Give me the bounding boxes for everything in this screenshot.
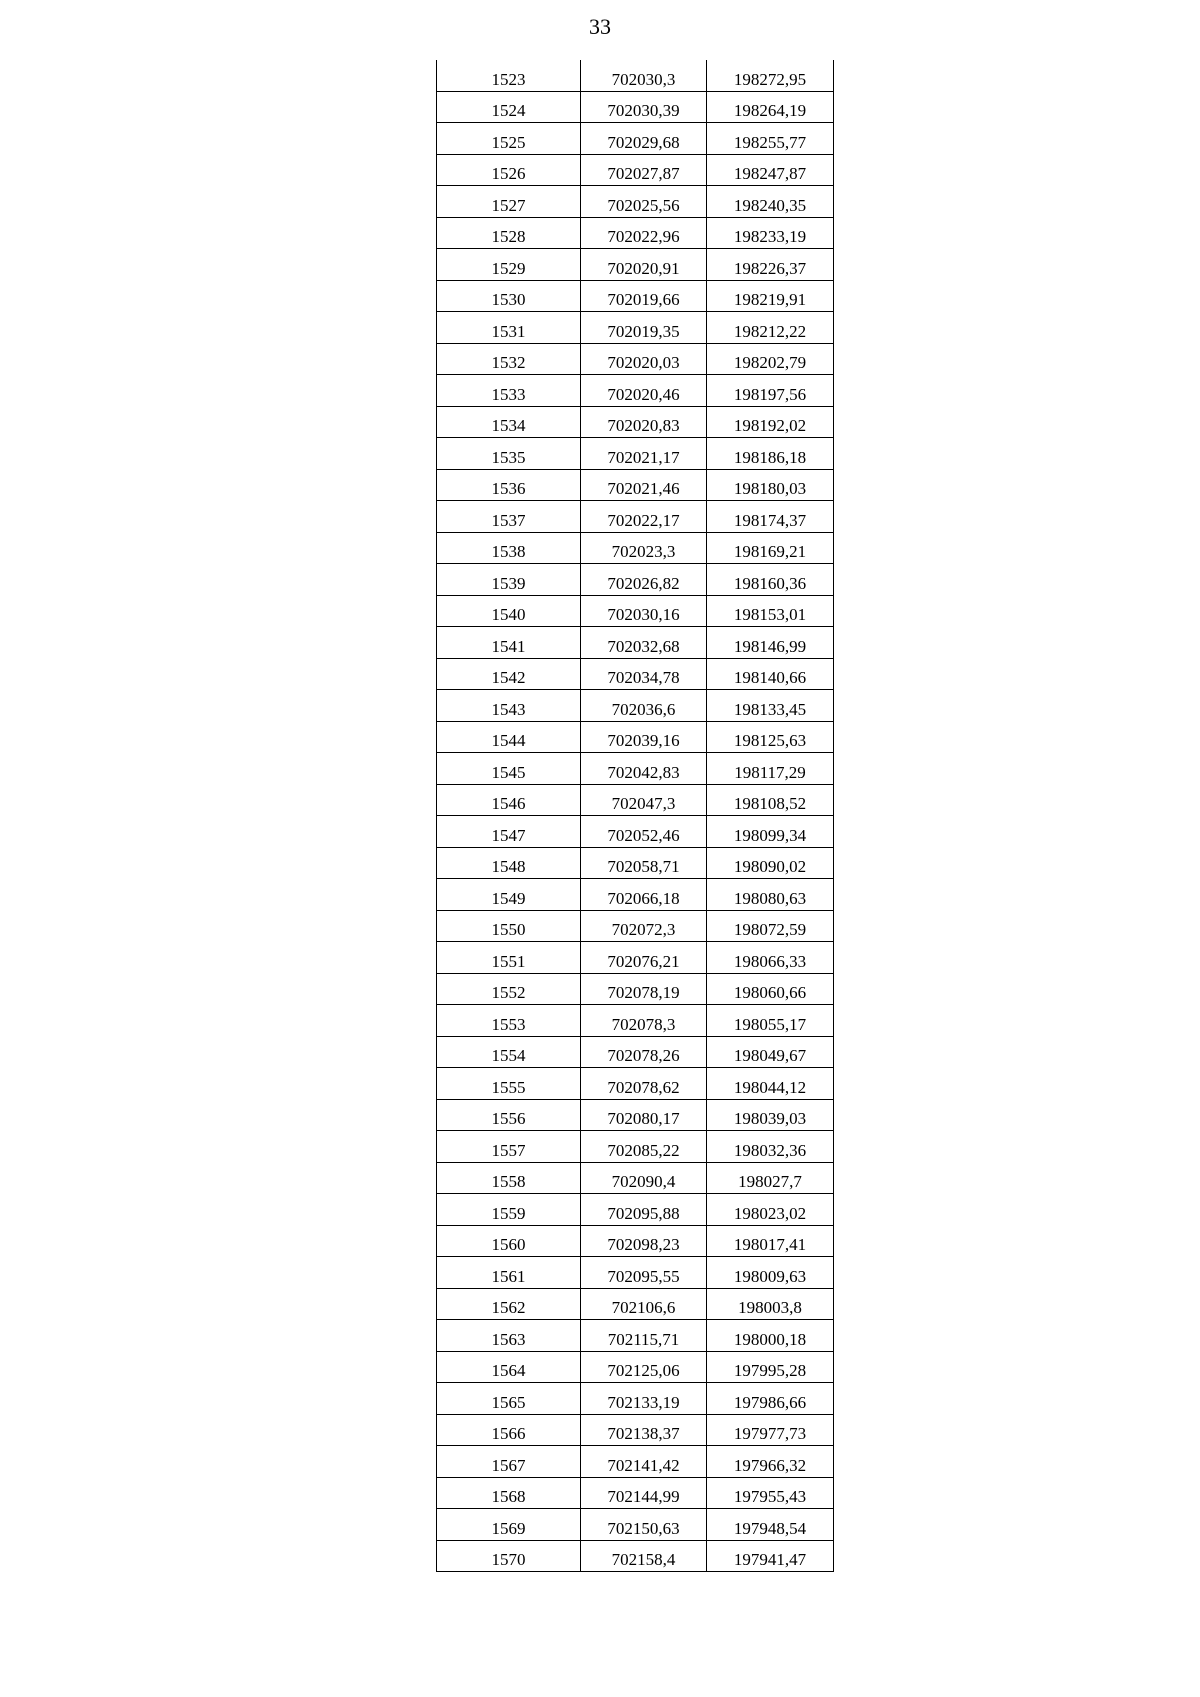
x-coordinate-cell: 702052,46	[581, 816, 707, 848]
table-row	[437, 1351, 834, 1383]
point-number-cell: 1532	[437, 343, 581, 375]
x-coordinate-cell: 702026,82	[581, 564, 707, 596]
y-coordinate-cell: 198272,95	[707, 60, 834, 91]
point-number-cell: 1567	[437, 1446, 581, 1478]
y-coordinate-cell: 198197,56	[707, 375, 834, 407]
point-number-cell: 1546	[437, 784, 581, 816]
point-number-cell: 1549	[437, 879, 581, 911]
y-coordinate-cell: 198264,19	[707, 91, 834, 123]
y-coordinate-cell: 198060,66	[707, 973, 834, 1005]
point-number-cell: 1550	[437, 910, 581, 942]
table-row	[437, 280, 834, 312]
y-coordinate-cell: 198072,59	[707, 910, 834, 942]
x-coordinate-cell: 702076,21	[581, 942, 707, 974]
coordinates-table	[436, 60, 834, 1572]
point-number-cell: 1561	[437, 1257, 581, 1289]
y-coordinate-cell: 197948,54	[707, 1509, 834, 1541]
point-number-cell: 1563	[437, 1320, 581, 1352]
x-coordinate-cell: 702080,17	[581, 1099, 707, 1131]
x-coordinate-cell: 702150,63	[581, 1509, 707, 1541]
table-row	[437, 1509, 834, 1541]
point-number-cell: 1527	[437, 186, 581, 218]
point-number-cell: 1553	[437, 1005, 581, 1037]
x-coordinate-cell: 702029,68	[581, 123, 707, 155]
x-coordinate-cell: 702034,78	[581, 658, 707, 690]
point-number-cell: 1537	[437, 501, 581, 533]
x-coordinate-cell: 702020,03	[581, 343, 707, 375]
y-coordinate-cell: 198240,35	[707, 186, 834, 218]
point-number-cell: 1560	[437, 1225, 581, 1257]
x-coordinate-cell: 702085,22	[581, 1131, 707, 1163]
table-row	[437, 438, 834, 470]
x-coordinate-cell: 702144,99	[581, 1477, 707, 1509]
table-row	[437, 1068, 834, 1100]
y-coordinate-cell: 198044,12	[707, 1068, 834, 1100]
x-coordinate-cell: 702095,88	[581, 1194, 707, 1226]
point-number-cell: 1548	[437, 847, 581, 879]
x-coordinate-cell: 702115,71	[581, 1320, 707, 1352]
point-number-cell: 1556	[437, 1099, 581, 1131]
table-row	[437, 217, 834, 249]
x-coordinate-cell: 702021,46	[581, 469, 707, 501]
point-number-cell: 1547	[437, 816, 581, 848]
y-coordinate-cell: 198186,18	[707, 438, 834, 470]
point-number-cell: 1539	[437, 564, 581, 596]
point-number-cell: 1533	[437, 375, 581, 407]
point-number-cell: 1558	[437, 1162, 581, 1194]
point-number-cell: 1530	[437, 280, 581, 312]
x-coordinate-cell: 702125,06	[581, 1351, 707, 1383]
table-row	[437, 1005, 834, 1037]
y-coordinate-cell: 198153,01	[707, 595, 834, 627]
table-row	[437, 375, 834, 407]
table-row	[437, 249, 834, 281]
y-coordinate-cell: 198125,63	[707, 721, 834, 753]
x-coordinate-cell: 702020,46	[581, 375, 707, 407]
point-number-cell: 1562	[437, 1288, 581, 1320]
y-coordinate-cell: 198174,37	[707, 501, 834, 533]
x-coordinate-cell: 702066,18	[581, 879, 707, 911]
table-row	[437, 312, 834, 344]
y-coordinate-cell: 198000,18	[707, 1320, 834, 1352]
coordinates-table-body	[437, 60, 834, 1572]
table-row	[437, 1540, 834, 1572]
x-coordinate-cell: 702021,17	[581, 438, 707, 470]
x-coordinate-cell: 702106,6	[581, 1288, 707, 1320]
point-number-cell: 1564	[437, 1351, 581, 1383]
table-row	[437, 1036, 834, 1068]
x-coordinate-cell: 702022,96	[581, 217, 707, 249]
y-coordinate-cell: 198212,22	[707, 312, 834, 344]
x-coordinate-cell: 702133,19	[581, 1383, 707, 1415]
point-number-cell: 1535	[437, 438, 581, 470]
table-row	[437, 469, 834, 501]
x-coordinate-cell: 702058,71	[581, 847, 707, 879]
x-coordinate-cell: 702078,26	[581, 1036, 707, 1068]
table-row	[437, 1414, 834, 1446]
x-coordinate-cell: 702022,17	[581, 501, 707, 533]
y-coordinate-cell: 198009,63	[707, 1257, 834, 1289]
x-coordinate-cell: 702158,4	[581, 1540, 707, 1572]
point-number-cell: 1559	[437, 1194, 581, 1226]
point-number-cell: 1570	[437, 1540, 581, 1572]
y-coordinate-cell: 198160,36	[707, 564, 834, 596]
y-coordinate-cell: 198226,37	[707, 249, 834, 281]
point-number-cell: 1524	[437, 91, 581, 123]
table-row	[437, 406, 834, 438]
y-coordinate-cell: 198192,02	[707, 406, 834, 438]
table-row	[437, 1320, 834, 1352]
table-row	[437, 1194, 834, 1226]
x-coordinate-cell: 702078,3	[581, 1005, 707, 1037]
point-number-cell: 1557	[437, 1131, 581, 1163]
point-number-cell: 1543	[437, 690, 581, 722]
x-coordinate-cell: 702042,83	[581, 753, 707, 785]
y-coordinate-cell: 198169,21	[707, 532, 834, 564]
y-coordinate-cell: 198090,02	[707, 847, 834, 879]
table-row	[437, 627, 834, 659]
x-coordinate-cell: 702090,4	[581, 1162, 707, 1194]
y-coordinate-cell: 198003,8	[707, 1288, 834, 1320]
point-number-cell: 1545	[437, 753, 581, 785]
x-coordinate-cell: 702023,3	[581, 532, 707, 564]
x-coordinate-cell: 702078,19	[581, 973, 707, 1005]
y-coordinate-cell: 198140,66	[707, 658, 834, 690]
x-coordinate-cell: 702036,6	[581, 690, 707, 722]
table-row	[437, 910, 834, 942]
table-row	[437, 784, 834, 816]
table-row	[437, 1446, 834, 1478]
x-coordinate-cell: 702020,91	[581, 249, 707, 281]
y-coordinate-cell: 198032,36	[707, 1131, 834, 1163]
point-number-cell: 1531	[437, 312, 581, 344]
table-row	[437, 91, 834, 123]
table-row	[437, 564, 834, 596]
table-row	[437, 1477, 834, 1509]
table-row	[437, 532, 834, 564]
x-coordinate-cell: 702078,62	[581, 1068, 707, 1100]
x-coordinate-cell: 702020,83	[581, 406, 707, 438]
y-coordinate-cell: 198255,77	[707, 123, 834, 155]
y-coordinate-cell: 198099,34	[707, 816, 834, 848]
table-row	[437, 973, 834, 1005]
table-row	[437, 1099, 834, 1131]
y-coordinate-cell: 198049,67	[707, 1036, 834, 1068]
y-coordinate-cell: 198080,63	[707, 879, 834, 911]
point-number-cell: 1551	[437, 942, 581, 974]
y-coordinate-cell: 198027,7	[707, 1162, 834, 1194]
y-coordinate-cell: 198017,41	[707, 1225, 834, 1257]
table-row	[437, 1131, 834, 1163]
y-coordinate-cell: 197941,47	[707, 1540, 834, 1572]
y-coordinate-cell: 197986,66	[707, 1383, 834, 1415]
point-number-cell: 1536	[437, 469, 581, 501]
point-number-cell: 1525	[437, 123, 581, 155]
y-coordinate-cell: 198066,33	[707, 942, 834, 974]
table-row	[437, 1288, 834, 1320]
table-row	[437, 1257, 834, 1289]
page-number: 33	[589, 14, 611, 39]
x-coordinate-cell: 702019,66	[581, 280, 707, 312]
point-number-cell: 1538	[437, 532, 581, 564]
point-number-cell: 1529	[437, 249, 581, 281]
x-coordinate-cell: 702019,35	[581, 312, 707, 344]
point-number-cell: 1569	[437, 1509, 581, 1541]
x-coordinate-cell: 702032,68	[581, 627, 707, 659]
table-row	[437, 60, 834, 91]
x-coordinate-cell: 702138,37	[581, 1414, 707, 1446]
table-row	[437, 595, 834, 627]
table-row	[437, 879, 834, 911]
point-number-cell: 1544	[437, 721, 581, 753]
y-coordinate-cell: 197977,73	[707, 1414, 834, 1446]
point-number-cell: 1555	[437, 1068, 581, 1100]
point-number-cell: 1541	[437, 627, 581, 659]
x-coordinate-cell: 702030,16	[581, 595, 707, 627]
y-coordinate-cell: 198108,52	[707, 784, 834, 816]
y-coordinate-cell: 198039,03	[707, 1099, 834, 1131]
y-coordinate-cell: 197955,43	[707, 1477, 834, 1509]
point-number-cell: 1542	[437, 658, 581, 690]
x-coordinate-cell: 702047,3	[581, 784, 707, 816]
point-number-cell: 1523	[437, 60, 581, 91]
table-row	[437, 721, 834, 753]
table-row	[437, 154, 834, 186]
point-number-cell: 1554	[437, 1036, 581, 1068]
x-coordinate-cell: 702072,3	[581, 910, 707, 942]
table-row	[437, 658, 834, 690]
table-row	[437, 343, 834, 375]
y-coordinate-cell: 198117,29	[707, 753, 834, 785]
table-row	[437, 816, 834, 848]
x-coordinate-cell: 702030,39	[581, 91, 707, 123]
table-row	[437, 1383, 834, 1415]
y-coordinate-cell: 197995,28	[707, 1351, 834, 1383]
x-coordinate-cell: 702027,87	[581, 154, 707, 186]
x-coordinate-cell: 702095,55	[581, 1257, 707, 1289]
x-coordinate-cell: 702039,16	[581, 721, 707, 753]
table-row	[437, 847, 834, 879]
y-coordinate-cell: 198180,03	[707, 469, 834, 501]
y-coordinate-cell: 198023,02	[707, 1194, 834, 1226]
table-row	[437, 186, 834, 218]
x-coordinate-cell: 702098,23	[581, 1225, 707, 1257]
point-number-cell: 1528	[437, 217, 581, 249]
y-coordinate-cell: 197966,32	[707, 1446, 834, 1478]
point-number-cell: 1540	[437, 595, 581, 627]
point-number-cell: 1566	[437, 1414, 581, 1446]
table-row	[437, 753, 834, 785]
point-number-cell: 1552	[437, 973, 581, 1005]
table-row	[437, 1162, 834, 1194]
table-row	[437, 501, 834, 533]
point-number-cell: 1565	[437, 1383, 581, 1415]
y-coordinate-cell: 198247,87	[707, 154, 834, 186]
table-row	[437, 690, 834, 722]
x-coordinate-cell: 702141,42	[581, 1446, 707, 1478]
point-number-cell: 1534	[437, 406, 581, 438]
y-coordinate-cell: 198202,79	[707, 343, 834, 375]
y-coordinate-cell: 198219,91	[707, 280, 834, 312]
table-row	[437, 942, 834, 974]
y-coordinate-cell: 198055,17	[707, 1005, 834, 1037]
table-row	[437, 1225, 834, 1257]
y-coordinate-cell: 198146,99	[707, 627, 834, 659]
point-number-cell: 1568	[437, 1477, 581, 1509]
point-number-cell: 1526	[437, 154, 581, 186]
y-coordinate-cell: 198133,45	[707, 690, 834, 722]
x-coordinate-cell: 702030,3	[581, 60, 707, 91]
y-coordinate-cell: 198233,19	[707, 217, 834, 249]
table-row	[437, 123, 834, 155]
x-coordinate-cell: 702025,56	[581, 186, 707, 218]
